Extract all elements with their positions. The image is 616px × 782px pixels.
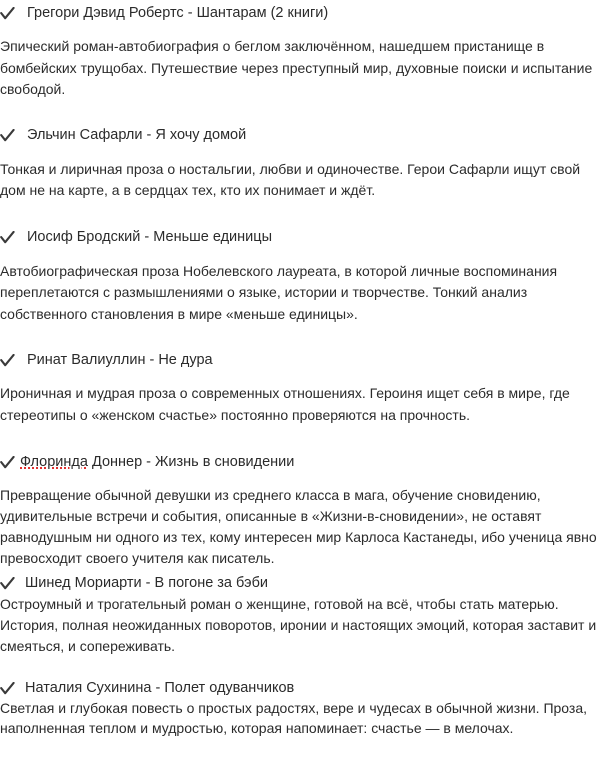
- book-title-remainder: Доннер - Жизнь в сновидении: [87, 454, 295, 470]
- check-mark-icon: [0, 4, 16, 23]
- book-heading: [0, 574, 616, 593]
- book-entry: [0, 453, 616, 569]
- book-heading: [0, 228, 616, 247]
- book-entry: [0, 574, 616, 657]
- book-entry: [0, 126, 616, 202]
- book-title-text: Грегори Дэвид Робертс - Шантарам (2 книги): [27, 5, 329, 21]
- book-title-text: Наталия Сухинина - Полет одуванчиков: [25, 680, 295, 696]
- book-description: Тонкая и лиричная проза о ностальгии, любви и одиночестве. Герои Сафарли ищут свой дом не на карте, а в сердцах тех, кто их понимает и ждёт.: [0, 160, 584, 198]
- book-title-text: Иосиф Бродский - Меньше единицы: [27, 228, 272, 245]
- book-description: Автобиографическая проза Нобелевского лауреата, в которой личные воспоминания переплетаются с размышлениями о языке, истории и творчестве. Тонкий анализ собственного становления в мире «меньше единицы».: [0, 262, 561, 322]
- book-entry: [0, 351, 616, 426]
- book-description: Эпический роман-автобиография о беглом заключённом, нашедшем пристанище в бомбейских трущобах. Путешествие через преступный мир, духовные поиски и испытание свободой.: [0, 38, 597, 97]
- book-heading: [0, 453, 616, 472]
- book-heading: [0, 126, 616, 145]
- check-mark-icon: [0, 453, 16, 472]
- book-title-text: Шинед Мориарти - В погоне за бэби: [25, 575, 268, 591]
- spellcheck-flagged-word: Флоринда: [20, 454, 88, 470]
- book-description: Превращение обычной девушки из среднего класса в мага, обучение сновидению, удивительные встречи и события, описанные в «Жизни-в-сновидении», не оставят равнодушным ни одного из тех, кому интересен мир Карлоса Кастанеды, ибо ученица явно превосходит своего учителя как писатель.: [0, 487, 601, 566]
- book-heading: [0, 679, 616, 698]
- book-description: Ироничная и мудрая проза о современных отношениях. Героиня ищет себя в мире, где стереотипы о «женском счастье» постоянно проверяются на прочность.: [0, 385, 574, 423]
- book-heading: [0, 4, 616, 23]
- book-description: Остроумный и трогательный роман о женщине, готовой на всё, чтобы стать матерью. История, полная неожиданных поворотов, иронии и настоящих эмоций, которая заставит и смеяться, и сопереживать.: [0, 596, 601, 654]
- book-entry: [0, 4, 616, 101]
- check-mark-icon: [0, 228, 16, 247]
- book-title-text: Эльчин Сафарли - Я хочу домой: [27, 126, 247, 143]
- book-description: Светлая и глубокая повесть о простых радостях, вере и чудесах в обычной жизни. Проза, наполненная теплом и мудростью, которая напоминает: счастье — в мелочах.: [0, 700, 591, 736]
- check-mark-icon: [0, 574, 16, 593]
- book-entry: [0, 679, 616, 738]
- check-mark-icon: [0, 126, 16, 145]
- book-entry: [0, 228, 616, 326]
- book-title-text: [18, 454, 294, 470]
- check-mark-icon: [0, 351, 16, 370]
- book-title-text: Ринат Валиуллин - Не дура: [27, 352, 213, 368]
- book-heading: [0, 351, 616, 370]
- check-mark-icon: [0, 679, 16, 698]
